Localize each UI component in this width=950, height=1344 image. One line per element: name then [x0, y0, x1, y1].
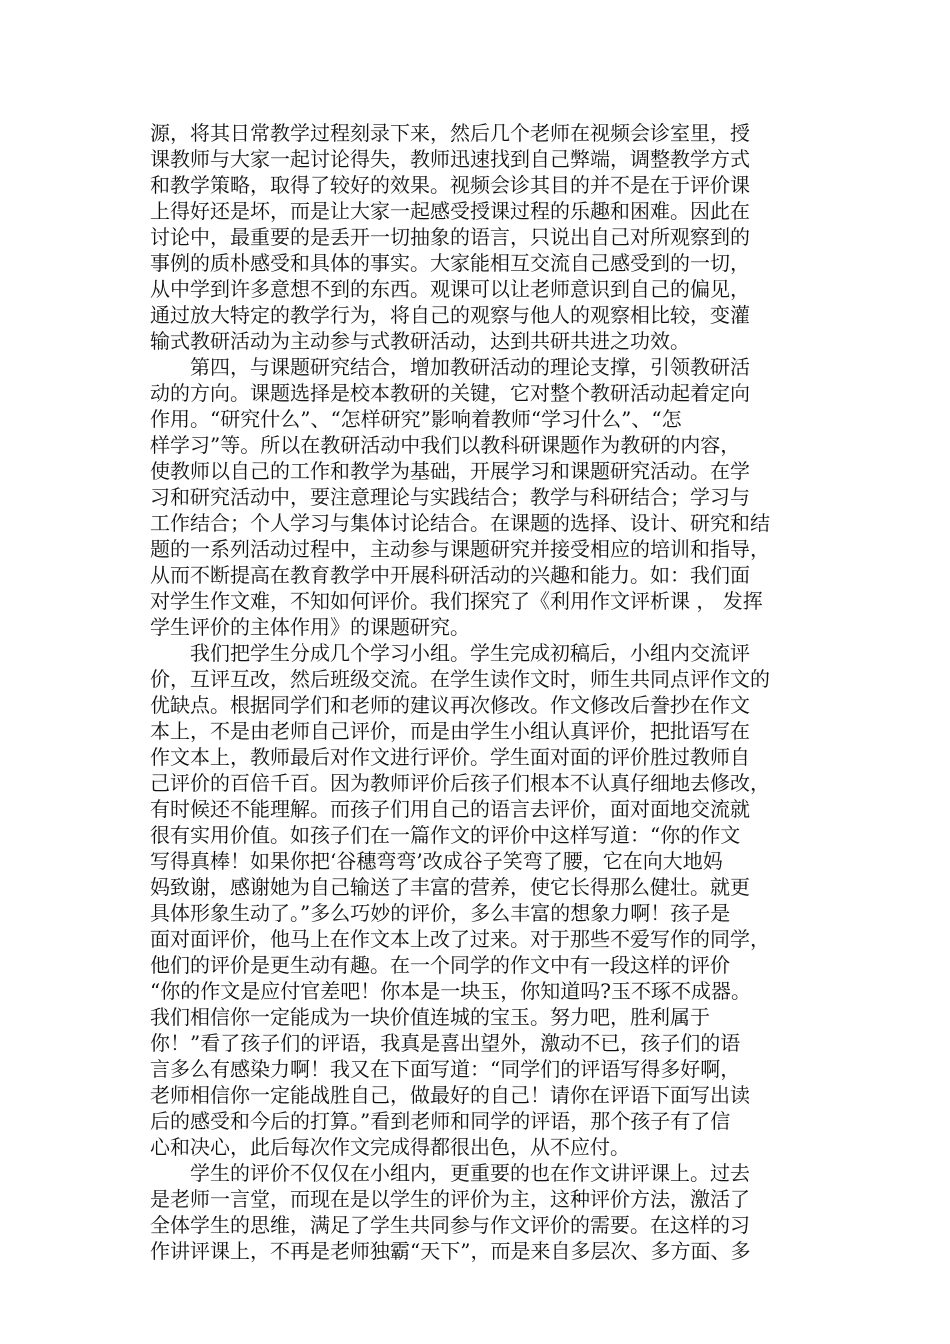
text-line: 使教师以自己的工作和教学为基础，开展学习和课题研究活动。在学	[150, 459, 750, 483]
text-line: 讨论中，最重要的是丢开一切抽象的语言，只说出自己对所观察到的	[150, 225, 750, 249]
text-line: 我们把学生分成几个学习小组。学生完成初稿后，小组内交流评	[150, 641, 750, 665]
text-line: 事例的质朴感受和具体的事实。大家能相互交流自己感受到的一切，	[150, 251, 750, 275]
text-line: 作文本上，教师最后对作文进行评价。学生面对面的评价胜过教师自	[150, 745, 750, 769]
text-line: 妈致谢，感谢她为自己输送了丰富的营养，使它长得那么健壮。就更	[150, 875, 750, 899]
text-line: 输式教研活动为主动参与式教研活动，达到共研共进之功效。	[150, 329, 690, 353]
text-lines	[150, 120, 800, 1264]
text-line: 从中学到许多意想不到的东西。观课可以让老师意识到自己的偏见，	[150, 277, 750, 301]
text-line: 全体学生的思维，满足了学生共同参与作文评价的需要。在这样的习	[150, 1213, 750, 1237]
text-line: “你的作文是应付官差吧！你本是一块玉，你知道吗?玉不琢不成器。	[150, 979, 751, 1003]
text-line: 有时候还不能理解。而孩子们用自己的语言去评价，面对面地交流就	[150, 797, 750, 821]
text-line: 言多么有感染力啊！我又在下面写道：“同学们的评语写得多好啊，	[150, 1057, 741, 1081]
document-body	[150, 120, 800, 1264]
text-line: 题的一系列活动过程中，主动参与课题研究并接受相应的培训和指导，	[150, 537, 770, 561]
text-line: 上得好还是坏，而是让大家一起感受授课过程的乐趣和困难。因此在	[150, 199, 750, 223]
text-line: 后的感受和今后的打算。”看到老师和同学的评语，那个孩子有了信	[150, 1109, 731, 1133]
text-line: 老师相信你一定能战胜自己，做最好的自己！请你在评语下面写出读	[150, 1083, 750, 1107]
text-line: 本上，不是由老师自己评价，而是由学生小组认真评价，把批语写在	[150, 719, 750, 743]
text-line: 对学生作文难，不知如何评价。我们探究了《利用作文评析课 ， 发挥	[150, 589, 763, 613]
text-line: 从而不断提高在教育教学中开展科研活动的兴趣和能力。如：我们面	[150, 563, 750, 587]
text-line: 样学习”等。所以在教研活动中我们以教科研课题作为教研的内容，	[150, 433, 741, 457]
text-line: 课教师与大家一起讨论得失，教师迅速找到自己弊端，调整教学方式	[150, 147, 750, 171]
text-line: 源，将其日常教学过程刻录下来，然后几个老师在视频会诊室里，授	[150, 121, 750, 145]
text-line: 作用。“研究什么”、“怎样研究”影响着教师“学习什么”、“怎	[150, 407, 682, 431]
text-line: 是老师一言堂，而现在是以学生的评价为主，这种评价方法，激活了	[150, 1187, 750, 1211]
text-line: 心和决心，此后每次作文完成得都很出色，从不应付。	[150, 1135, 630, 1159]
text-line: 学生评价的主体作用》的课题研究。	[150, 615, 470, 639]
text-line: 我们相信你一定能成为一块价值连城的宝玉。努力吧，胜利属于	[150, 1005, 710, 1029]
text-line: 很有实用价值。如孩子们在一篇作文的评价中这样写道：“你的作文	[150, 823, 741, 847]
text-line: 优缺点。根据同学们和老师的建议再次修改。作文修改后誊抄在作文	[150, 693, 750, 717]
text-line: 习和研究活动中，要注意理论与实践结合；教学与科研结合；学习与	[150, 485, 750, 509]
text-line: 己评价的百倍千百。因为教师评价后孩子们根本不认真仔细地去修改，	[150, 771, 770, 795]
text-line: 学生的评价不仅仅在小组内，更重要的也在作文讲评课上。过去	[150, 1161, 750, 1185]
text-line: 工作结合；个人学习与集体讨论结合。在课题的选择、设计、研究和结	[150, 511, 770, 535]
text-line: 你！”看了孩子们的评语，我真是喜出望外，激动不已，孩子们的语	[150, 1031, 741, 1055]
text-line: 价，互评互改，然后班级交流。在学生读作文时，师生共同点评作文的	[150, 667, 770, 691]
text-line: 和教学策略，取得了较好的效果。视频会诊其目的并不是在于评价课	[150, 173, 750, 197]
text-line: 写得真棒！如果你把‘谷穗弯弯’改成谷子笑弯了腰，它在向大地妈	[150, 849, 723, 873]
text-line: 具体形象生动了。”多么巧妙的评价，多么丰富的想象力啊！孩子是	[150, 901, 731, 925]
text-line: 第四，与课题研究结合，增加教研活动的理论支撑，引领教研活	[150, 355, 750, 379]
text-line: 作讲评课上，不再是老师独霸“天下”，而是来自多层次、多方面、多	[150, 1239, 751, 1263]
text-line: 他们的评价是更生动有趣。在一个同学的作文中有一段这样的评价	[150, 953, 730, 977]
text-line: 动的方向。课题选择是校本教研的关键，它对整个教研活动起着定向	[150, 381, 750, 405]
text-line: 面对面评价，他马上在作文本上改了过来。对于那些不爱写作的同学，	[150, 927, 770, 951]
text-line: 通过放大特定的教学行为，将自己的观察与他人的观察相比较，变灌	[150, 303, 750, 327]
